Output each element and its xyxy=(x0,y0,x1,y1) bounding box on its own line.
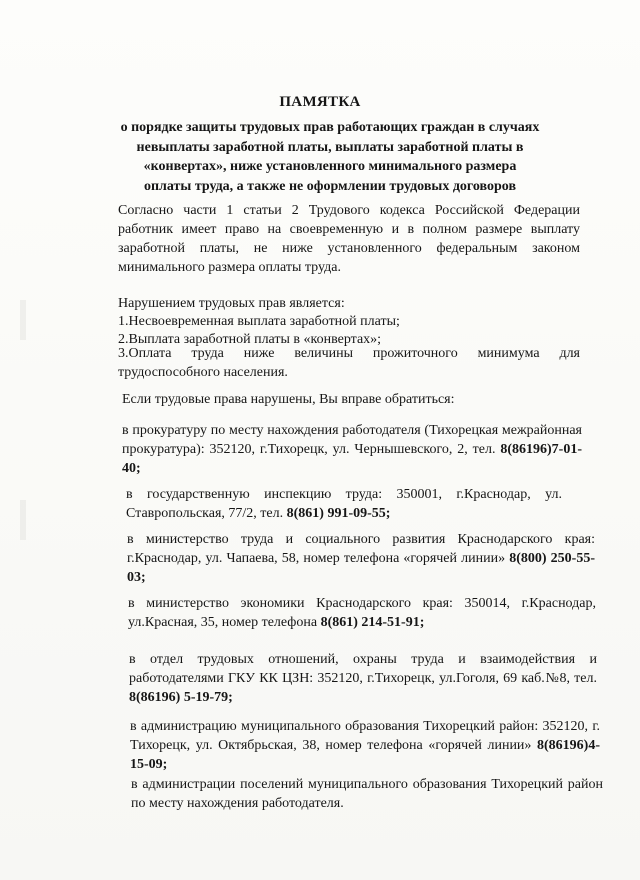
contact-item xyxy=(126,485,562,523)
contact-item xyxy=(122,421,582,478)
contact-phone: 8(86196) 5-19-79; xyxy=(129,690,233,705)
contact-text: в администрации поселений муниципального образования Тихорецкий район по месту нахождения работодателя. xyxy=(131,777,603,811)
contact-text: в отдел трудовых отношений, охраны труда и взаимодействия и работодателями ГКУ КК ЦЗН: 352120, г.Тихорецк, ул.Гоголя, 69 каб.№8, тел. xyxy=(129,652,597,686)
contact-item xyxy=(128,594,596,632)
contact-text: в прокуратуру по месту нахождения работодателя (Тихорецкая межрайонная прокуратура): 352120, г.Тихорецк, ул. Чернышевского, 2, тел. xyxy=(122,423,582,457)
violation-item: 2.Выплата заработной платы в «конвертах»; xyxy=(118,332,382,347)
scan-artifact xyxy=(20,500,26,540)
contact-text: в государственную инспекцию труда: 350001, г.Краснодар, ул. Ставропольская, 77/2, тел. xyxy=(126,487,562,521)
contact-item xyxy=(130,717,600,774)
contact-item xyxy=(131,775,603,813)
contact-phone: 8(861) 991-09-55; xyxy=(286,506,391,521)
contact-phone: 8(800) 250-55-03; xyxy=(127,551,595,585)
violation-item: 3.Оплата труда ниже величины прожиточного минимума для трудоспособного населения. xyxy=(118,346,580,380)
document-subtitle: о порядке защиты трудовых прав работающих граждан в случаях невыплаты заработной платы, выплаты заработной платы в «конвертах», ниже установленного минимального размера оплаты труда, а также не оформлении трудовых договоров xyxy=(120,120,540,194)
contact-text: в министерство экономики Краснодарского края: 350014, г.Краснодар, ул.Красная, 35, номер телефона xyxy=(128,596,596,630)
contact-phone: 8(861) 214-51-91; xyxy=(320,615,425,630)
contact-item xyxy=(127,530,595,587)
scan-artifact xyxy=(20,300,26,340)
document-title: ПАМЯТКА xyxy=(279,94,361,110)
violations-heading: Нарушением трудовых прав является: xyxy=(118,296,345,311)
contact-text: в министерство труда и социального развития Краснодарского края: г.Краснодар, ул. Чапаева, 58, номер телефона «горячей линии» xyxy=(127,532,595,566)
contact-item xyxy=(129,650,597,707)
contact-text: в администрацию муниципального образования Тихорецкий район: 352120, г. Тихорецк, ул. Октябрьская, 38, номер телефона «горячей линии» xyxy=(130,719,600,753)
intro-paragraph: Согласно части 1 статьи 2 Трудового кодекса Российской Федерации работник имеет право на своевременную и в полном размере выплату заработной платы, не ниже установленного федеральным законом минимального размера оплаты труда. xyxy=(118,203,580,275)
violation-item: 1.Несвоевременная выплата заработной платы; xyxy=(118,314,400,329)
contact-phone: 8(86196)4-15-09; xyxy=(130,738,600,772)
contacts-heading: Если трудовые права нарушены, Вы вправе обратиться: xyxy=(122,392,455,407)
contact-phone: 8(86196)7-01-40; xyxy=(122,442,582,476)
